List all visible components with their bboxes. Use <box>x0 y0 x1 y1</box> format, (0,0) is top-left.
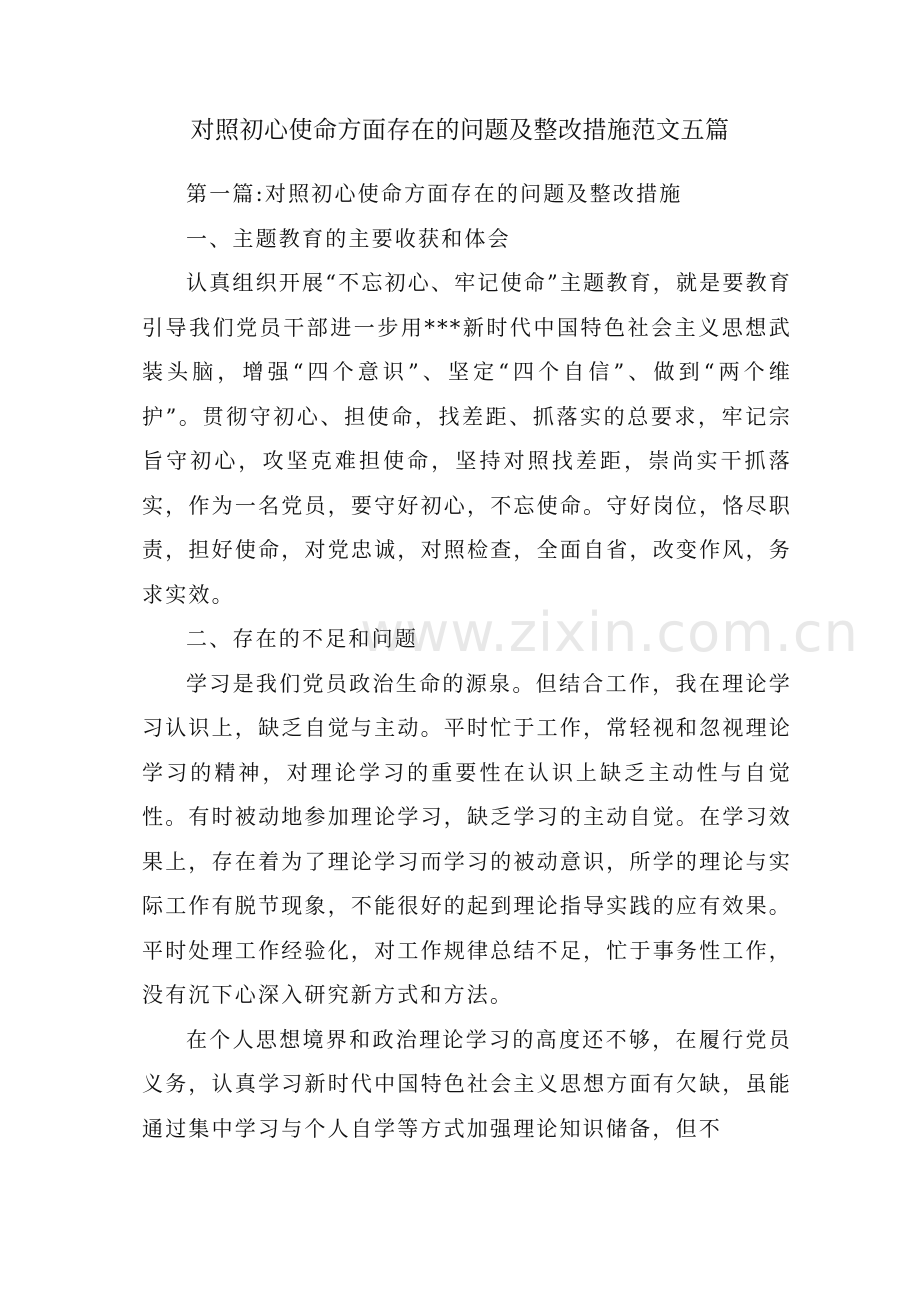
chapter-heading: 第一篇:对照初心使命方面存在的问题及整改措施 <box>186 182 683 206</box>
section-heading-1: 一、主题教育的主要收获和体会 <box>186 226 511 251</box>
document-title: 对照初心使命方面存在的问题及整改措施范文五篇 <box>190 116 730 144</box>
paragraph-3: 在个人思想境界和政治理论学习的高度还不够，在履行党员义务，认真学习新时代中国特色社会主义思想方面有欠缺，虽能通过集中学习与个人自学等方式加强理论知识储备，但不 <box>142 1027 792 1141</box>
section-heading-2: 二、存在的不足和问题 <box>186 627 418 651</box>
document-body <box>142 172 792 1151</box>
paragraph-2: 学习是我们党员政治生命的源泉。但结合工作，我在理论学习认识上，缺乏自觉与主动。平时忙于工作，常轻视和忽视理论学习的精神，对理论学习的重要性在认识上缺乏主动性与自觉性。有时被动地参加理论学习，缺乏学习的主动自觉。在学习效果上，存在着为了理论学习而学习的被动意识，所学的理论与实际工作有脱节现象，不能很好的起到理论指导实践的应有效果。平时处理工作经验化，对工作规律总结不足，忙于事务性工作，没有沉下心深入研究新方式和方法。 <box>142 671 792 1007</box>
watermark: www.zixin.com.cn <box>360 601 859 664</box>
paragraph-1: 认真组织开展“不忘初心、牢记使命”主题教育，就是要教育引导我们党员干部进一步用***新时代中国特色社会主义思想武装头脑，增强“四个意识”、坚定“四个自信”、做到“两个维护”。贯彻守初心、担使命，找差距、抓落实的总要求，牢记宗旨守初心，攻坚克难担使命，坚持对照找差距，崇尚实干抓落实，作为一名党员，要守好初心，不忘使命。守好岗位，恪尽职责，担好使命，对党忠诚，对照检查，全面自省，改变作风，务求实效。 <box>142 271 792 607</box>
